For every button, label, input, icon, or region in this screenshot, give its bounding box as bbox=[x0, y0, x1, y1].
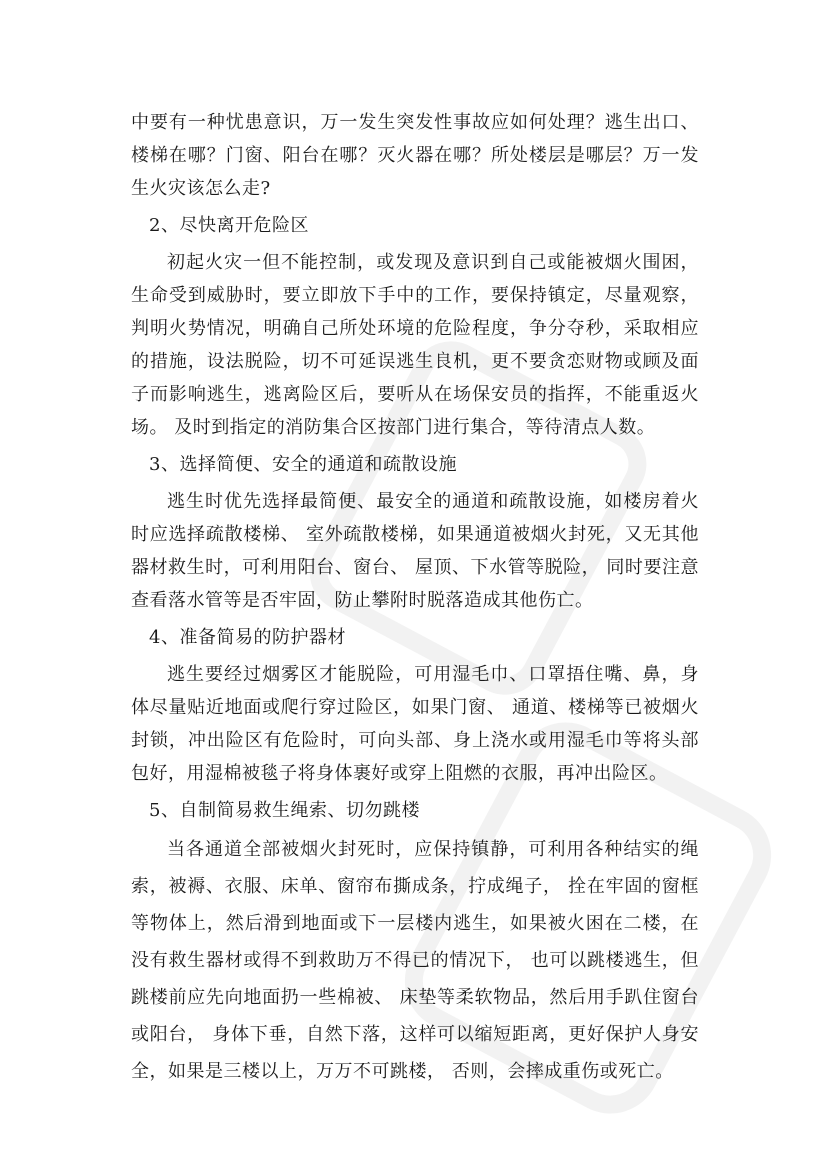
section-heading: 3、选择简便、安全的通道和疏散设施 bbox=[149, 454, 457, 475]
section-heading: 2、尽快离开危险区 bbox=[149, 215, 309, 236]
section-heading: 5、自制简易救生绳索、切勿跳楼 bbox=[149, 800, 420, 821]
intro-paragraph: 中要有一种忧患意识，万一发生突发性事故应如何处理？逃生出口、楼梯在哪？门窗、阳台在哪？灭火器在哪？所处楼层是哪层？万一发生火灾该怎么走? bbox=[131, 112, 699, 199]
section-heading: 4、准备简易的防护器材 bbox=[149, 627, 346, 648]
section-paragraph: 逃生要经过烟雾区才能脱险，可用湿毛巾、口罩捂住嘴、鼻，身体尽量贴近地面或爬行穿过险区，如果门窗、 通道、楼梯等已被烟火封锁，冲出险区有危险时，可向头部、身上浇水或用湿毛巾等将头部包好，用湿棉被毯子将身体裹好或穿上阻燃的衣服，再冲出险区。 bbox=[131, 664, 699, 784]
section-paragraph: 逃生时优先选择最简便、最安全的通道和疏散设施，如楼房着火时应选择疏散楼梯、 室外疏散楼梯，如果通道被烟火封死，又无其他器材救生时，可利用阳台、窗台、 屋顶、下水管等脱险， 同时要注意查看落水管等是否牢固，防止攀附时脱落造成其他伤亡。 bbox=[131, 491, 699, 611]
section-paragraph: 当各通道全部被烟火封死时，应保持镇静，可利用各种结实的绳索，被褥、衣服、床单、窗帘布撕成条，拧成绳子， 拴在牢固的窗框等物体上，然后滑到地面或下一层楼内逃生，如果被火困在二楼，在没有救生器材或得不到救助万不得已的情况下， 也可以跳楼逃生，但跳楼前应先向地面扔一些棉被、 床垫等柔软物品，然后用手趴住窗台或阳台， 身体下垂，自然下落，这样可以缩短距离，更好保护人身安全，如果是三楼以上，万万不可跳楼， 否则，会摔成重伤或死亡。 bbox=[131, 839, 699, 1082]
document-body bbox=[131, 106, 699, 1090]
section-paragraph: 初起火灾一但不能控制，或发现及意识到自己或能被烟火围困，生命受到威胁时，要立即放下手中的工作，要保持镇定，尽量观察，判明火势情况，明确自己所处环境的危险程度，争分夺秒，采取相应的措施，设法脱险，切不可延误逃生良机，更不要贪恋财物或顾及面子而影响逃生，逃离险区后，要听从在场保安员的指挥，不能重返火场。 及时到指定的消防集合区按部门进行集合，等待清点人数。 bbox=[131, 252, 699, 438]
